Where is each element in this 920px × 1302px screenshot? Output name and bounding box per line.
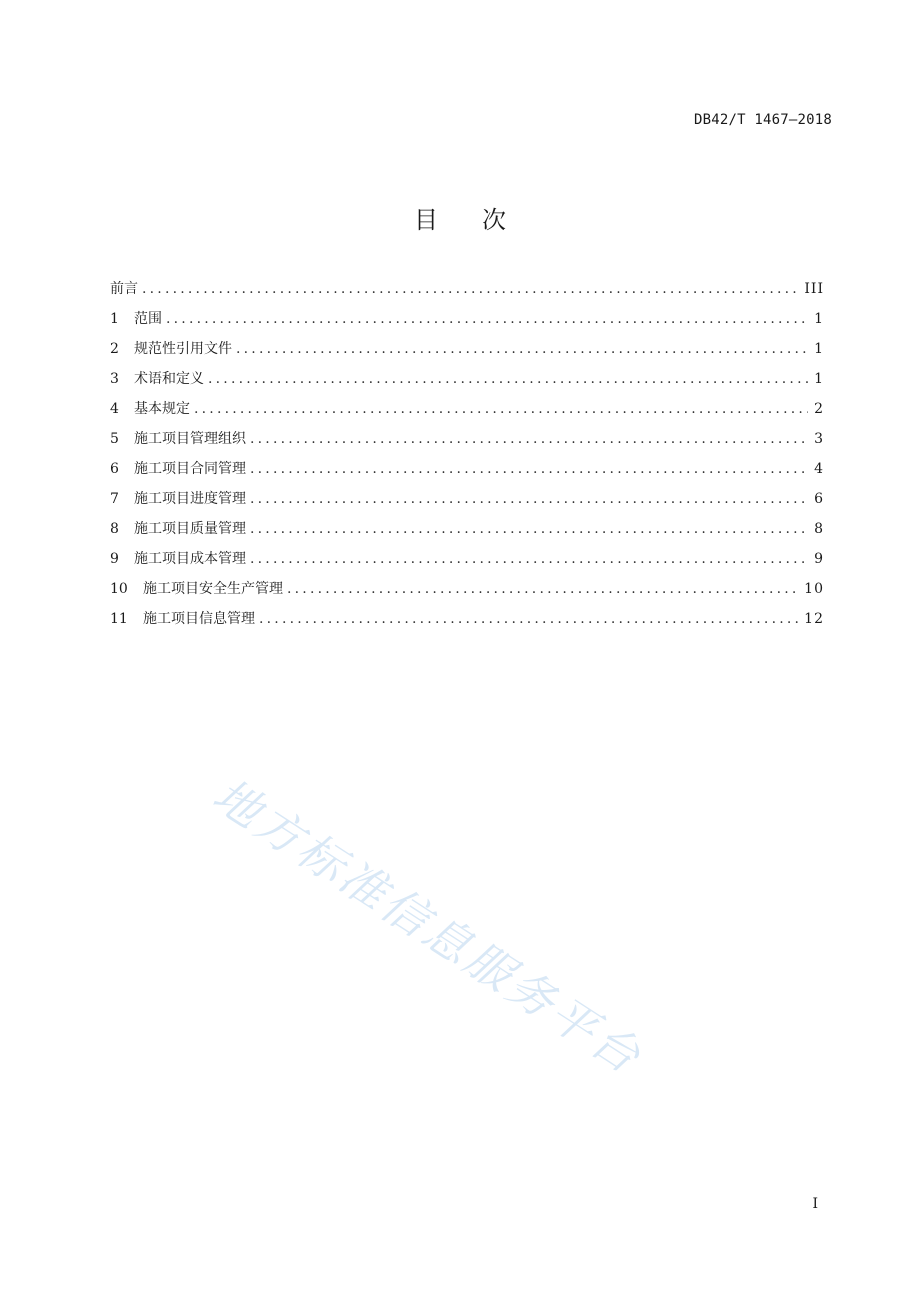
toc-entry-label: 施工项目成本管理 [134, 551, 246, 567]
toc-entry-1[interactable] [110, 308, 824, 338]
toc-entry-number: 7 [110, 491, 119, 507]
toc-entry-label: 施工项目进度管理 [134, 491, 246, 507]
toc-entry-page: 2 [814, 401, 824, 417]
toc-dot-leader [250, 428, 808, 450]
toc-entry-page: 9 [814, 551, 824, 567]
toc-entry-label: 施工项目合同管理 [134, 461, 246, 477]
toc-entry-4[interactable] [110, 398, 824, 428]
toc-entry-5[interactable] [110, 428, 824, 458]
toc-dot-leader [194, 398, 808, 420]
toc-entry-page: 10 [804, 581, 824, 597]
toc-entry-7[interactable] [110, 488, 824, 518]
toc-dot-leader [287, 578, 798, 600]
toc-entry-9[interactable] [110, 548, 824, 578]
toc-entry-label: 前言 [110, 281, 138, 297]
toc-dot-leader [250, 548, 808, 570]
toc-entry-number: 11 [110, 611, 128, 627]
toc-entry-label: 术语和定义 [134, 371, 204, 387]
toc-entry-label: 施工项目质量管理 [134, 521, 246, 537]
toc-entry-label: 施工项目信息管理 [143, 611, 255, 627]
toc-entry-page: 1 [814, 341, 824, 357]
toc-entry-number: 5 [110, 431, 119, 447]
toc-entry-3[interactable] [110, 368, 824, 398]
toc-entry-number: 4 [110, 401, 119, 417]
toc-entry-label: 规范性引用文件 [134, 341, 232, 357]
toc-entry-page: III [804, 281, 824, 297]
toc-entry-10[interactable] [110, 578, 824, 608]
toc-entry-label: 施工项目安全生产管理 [143, 581, 283, 597]
toc-dot-leader [166, 308, 808, 330]
toc-dot-leader [208, 368, 808, 390]
toc-entry-number: 9 [110, 551, 119, 567]
toc-entry-8[interactable] [110, 518, 824, 548]
page-number: I [812, 1196, 818, 1212]
toc-entry-number: 10 [110, 581, 128, 597]
toc-dot-leader [259, 608, 798, 630]
toc-dot-leader [250, 518, 808, 540]
table-of-contents [110, 278, 824, 638]
toc-entry-page: 4 [814, 461, 824, 477]
toc-entry-number: 1 [110, 311, 119, 327]
toc-entry-label: 施工项目管理组织 [134, 431, 246, 447]
toc-dot-leader [236, 338, 808, 360]
toc-dot-leader [250, 458, 808, 480]
toc-entry-page: 6 [814, 491, 824, 507]
toc-entry-11[interactable] [110, 608, 824, 638]
toc-entry-2[interactable] [110, 338, 824, 368]
toc-entry-foreword[interactable] [110, 278, 824, 308]
toc-entry-page: 1 [814, 311, 824, 327]
watermark: 地方标准信息服务平台 [203, 767, 653, 1086]
toc-entry-page: 3 [814, 431, 824, 447]
toc-entry-number: 2 [110, 341, 119, 357]
toc-dot-leader [250, 488, 808, 510]
toc-dot-leader [142, 278, 798, 300]
toc-entry-6[interactable] [110, 458, 824, 488]
toc-entry-label: 范围 [134, 311, 162, 327]
toc-entry-number: 3 [110, 371, 119, 387]
document-code: DB42/T 1467—2018 [693, 112, 832, 128]
toc-entry-page: 12 [804, 611, 824, 627]
toc-entry-label: 基本规定 [134, 401, 190, 417]
toc-entry-number: 6 [110, 461, 119, 477]
page-title: 目次 [414, 206, 550, 234]
toc-entry-page: 8 [814, 521, 824, 537]
toc-entry-page: 1 [814, 371, 824, 387]
toc-entry-number: 8 [110, 521, 119, 537]
